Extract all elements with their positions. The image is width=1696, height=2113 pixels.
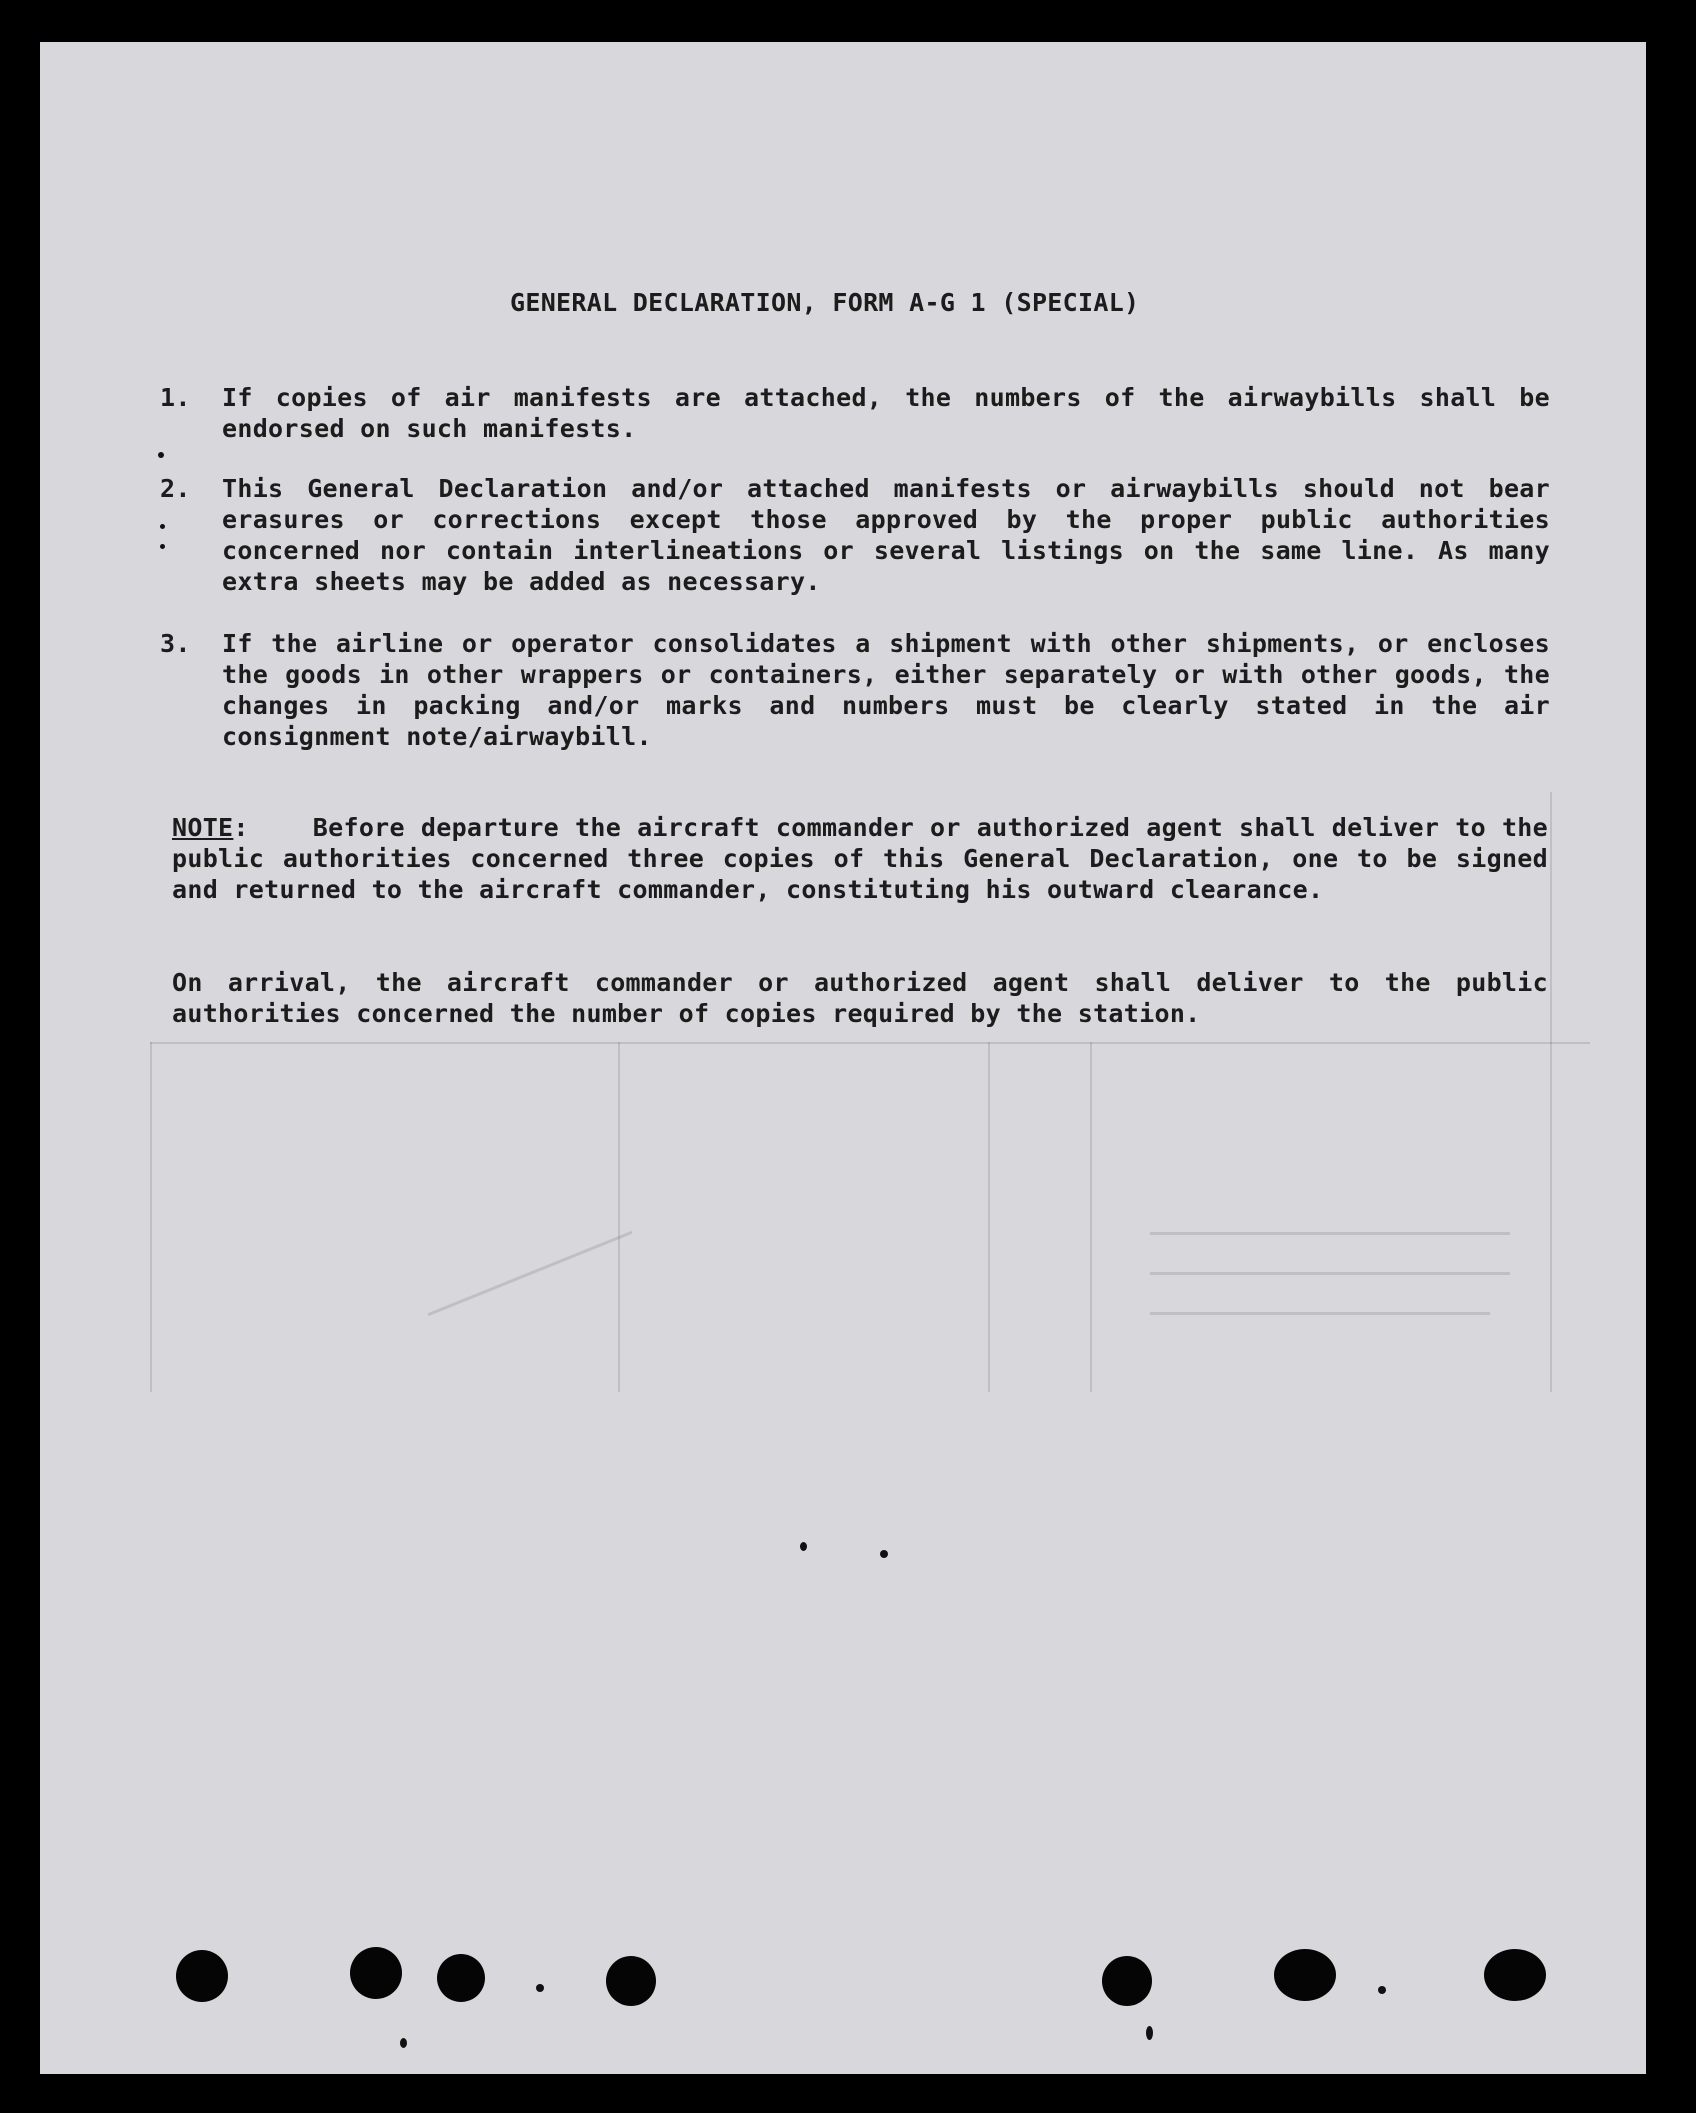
list-item-number: 3. xyxy=(160,629,191,658)
bleed-through-line xyxy=(1150,1312,1490,1315)
bleed-through-line xyxy=(1150,1232,1510,1235)
punch-hole xyxy=(437,1954,485,2002)
bleed-through-line xyxy=(150,1042,1590,1044)
punch-hole xyxy=(1274,1949,1336,2001)
ink-speck xyxy=(160,544,165,549)
list-item xyxy=(160,473,1550,597)
bleed-through-line xyxy=(1150,1272,1510,1275)
ink-speck xyxy=(160,524,165,529)
arrival-paragraph: On arrival, the aircraft commander or authorized agent shall deliver to the public authorities concerned the number of copies required by the station. xyxy=(172,968,1548,1028)
punch-hole xyxy=(1102,1956,1152,2006)
list-item-text: If copies of air manifests are attached, the numbers of the airwaybills shall be endorsed on such manifests. xyxy=(222,383,1550,443)
bleed-through-line xyxy=(1090,1042,1092,1392)
bleed-through-line xyxy=(618,1042,620,1392)
ink-speck xyxy=(158,452,164,458)
list-item xyxy=(160,382,1550,444)
bleed-through-line xyxy=(1550,792,1552,1392)
list-item xyxy=(160,628,1550,752)
list-item-number: 1. xyxy=(160,383,191,412)
bleed-through-line xyxy=(427,1231,632,1316)
ink-speck xyxy=(536,1984,544,1992)
ink-speck xyxy=(800,1542,807,1551)
document-title: GENERAL DECLARATION, FORM A-G 1 (SPECIAL) xyxy=(510,288,1140,317)
note-text: Before departure the aircraft commander or authorized agent shall deliver to the public authorities concerned three copies of this General Declaration, one to be signed and returned to the aircraft commander, constituting his outward clearance. xyxy=(172,813,1548,904)
punch-hole xyxy=(606,1956,656,2006)
punch-hole xyxy=(350,1947,402,1999)
ink-speck xyxy=(1146,2026,1153,2040)
ink-speck xyxy=(400,2038,407,2048)
note-paragraph: NOTE: Before departure the aircraft commander or authorized agent shall deliver to the public authorities concerned three copies of this General Declaration, one to be signed and returned to the aircraft commander, constituting his outward clearance. xyxy=(172,813,1548,904)
list-item-text: If the airline or operator consolidates a shipment with other shipments, or encloses the goods in other wrappers or containers, either separately or with other goods, the changes in packing and/or marks and numbers must be clearly stated in the air consignment note/airwaybill. xyxy=(222,629,1550,751)
document-page xyxy=(40,42,1646,2074)
punch-hole xyxy=(176,1950,228,2002)
punch-hole xyxy=(1484,1949,1546,2001)
bleed-through-line xyxy=(988,1042,990,1392)
bleed-through-line xyxy=(150,1042,152,1392)
ink-speck xyxy=(1378,1986,1386,1994)
list-item-text: This General Declaration and/or attached manifests or airwaybills should not bear erasures or corrections except those approved by the proper public authorities concerned nor contain interlineations or several listings on the same line. As many extra sheets may be added as necessary. xyxy=(222,474,1550,596)
note-label: NOTE xyxy=(172,813,234,842)
ink-speck xyxy=(880,1550,888,1558)
list-item-number: 2. xyxy=(160,474,191,503)
